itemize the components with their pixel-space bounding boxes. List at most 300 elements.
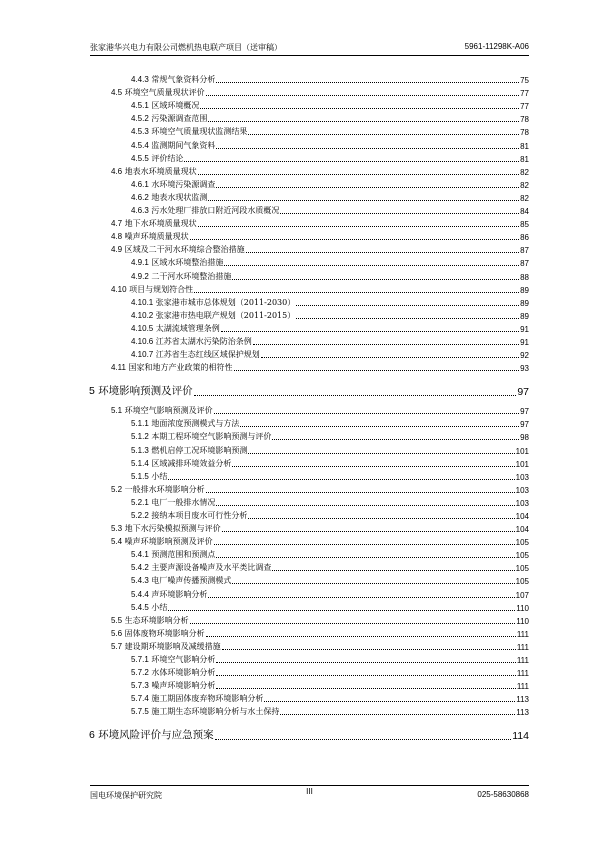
toc-entry-page: 111 [516, 669, 529, 679]
toc-entry-title: 常规气象资料分析 [148, 75, 216, 85]
toc-entry-page: 111 [516, 642, 529, 652]
toc-leader-dots [261, 357, 519, 358]
toc-entry-label [131, 680, 215, 691]
toc-entry-page: 81 [520, 141, 529, 151]
toc-leader-dots [248, 518, 514, 519]
toc-entry[interactable] [111, 85, 529, 98]
toc-entry-title: 环境空气质量现状评价 [122, 88, 205, 98]
toc-leader-dots [216, 688, 515, 689]
page-header [90, 42, 529, 54]
toc-entry-page: 111 [516, 629, 529, 639]
toc-entry-title: 二干河水环境整治措施 [148, 271, 232, 281]
toc-leader-dots [224, 265, 519, 266]
toc-entry[interactable] [111, 508, 529, 521]
toc-entry-label [89, 727, 214, 742]
toc-leader-dots [208, 121, 519, 122]
toc-entry-page: 82 [520, 180, 529, 190]
toc-entry-label [131, 471, 167, 482]
toc-entry[interactable] [111, 665, 529, 678]
toc-entry-label [131, 336, 252, 347]
toc-entry-number: 5.1.4 [131, 458, 149, 468]
toc-entry-title: 污水处理厂排放口附近河段水质概况 [148, 206, 280, 216]
toc-entry[interactable] [111, 573, 529, 586]
toc-leader-dots [222, 531, 515, 532]
toc-entry-number: 5.4.3 [131, 576, 149, 586]
toc-entry-label [111, 87, 205, 98]
toc-leader-dots [272, 439, 519, 440]
toc-entry[interactable] [111, 137, 529, 150]
toc-leader-dots [214, 413, 519, 414]
toc-entry-page: 87 [520, 246, 529, 256]
toc-entry-label [89, 383, 193, 398]
toc-entry-number: 5.5 [111, 615, 123, 625]
toc-leader-dots [198, 226, 519, 227]
toc-entry-label [131, 297, 295, 308]
toc-entry-label [111, 218, 197, 229]
toc-entry-title: 环境空气质量现状监测结果 [148, 127, 248, 137]
toc-entry-page: 92 [520, 351, 529, 361]
toc-entry-title: 污染源调查范围 [148, 114, 208, 124]
toc-entry-title: 预测范围和预测点 [148, 550, 216, 560]
toc-entry[interactable] [111, 177, 529, 190]
toc-entry-label [111, 405, 213, 416]
toc-entry-page: 84 [520, 207, 529, 217]
toc-entry-title: 环境空气影响分析 [148, 655, 216, 665]
toc-leader-dots [200, 108, 519, 109]
toc-leader-dots [232, 583, 514, 584]
toc-entry-number: 4.10.6 [131, 336, 154, 346]
toc-entry[interactable] [111, 600, 529, 613]
toc-leader-dots [198, 174, 519, 175]
toc-entry-label [131, 126, 247, 137]
toc-entry-number: 5.1.1 [131, 419, 149, 429]
toc-entry-page: 105 [515, 538, 529, 548]
toc-leader-dots [216, 187, 519, 188]
toc-entry[interactable] [111, 242, 529, 255]
toc-entry[interactable] [111, 429, 529, 442]
toc-entry[interactable] [111, 216, 529, 229]
toc-entry-label [131, 693, 263, 704]
toc-entry-label [131, 654, 215, 665]
toc-entry-title: 张家港市热电联产规划（2011-2015） [153, 310, 296, 320]
toc-entry-title: 噪声环境影响预测及评价 [122, 537, 213, 547]
toc-leader-dots [248, 134, 519, 135]
toc-entry-label [131, 310, 295, 321]
toc-entry[interactable] [111, 124, 529, 137]
toc-entry-page: 78 [520, 115, 529, 125]
toc-entry-page: 105 [515, 551, 529, 561]
toc-entry-number: 5.7.2 [131, 668, 149, 678]
toc-entry-label [111, 231, 189, 242]
toc-entry-page: 103 [515, 498, 529, 508]
toc-entry-page: 93 [520, 364, 529, 374]
toc-leader-dots [168, 479, 514, 480]
toc-entry-number: 6 [89, 729, 95, 742]
toc-leader-dots [216, 675, 515, 676]
table-of-contents [89, 72, 529, 747]
toc-entry-label [131, 445, 247, 456]
toc-entry[interactable] [111, 586, 529, 599]
toc-entry[interactable] [111, 416, 529, 429]
toc-leader-dots [232, 279, 519, 280]
toc-entry-title: 噪声环境影响分析 [148, 681, 216, 691]
toc-entry-label [131, 205, 279, 216]
toc-leader-dots [280, 714, 515, 715]
toc-entry-number: 5.3 [111, 524, 123, 534]
toc-entry-label [131, 271, 231, 282]
toc-entry-number: 5.1.2 [131, 432, 149, 442]
toc-entry-label [131, 549, 215, 560]
toc-entry-number: 4.10.5 [131, 323, 154, 333]
toc-entry-page: 111 [516, 656, 529, 666]
toc-entry-label [131, 510, 247, 521]
toc-entry-title: 区域减排环境效益分析 [148, 458, 232, 468]
toc-entry-page: 104 [515, 525, 529, 535]
toc-entry-label [111, 284, 193, 295]
toc-entry[interactable] [111, 560, 529, 573]
toc-leader-dots [206, 492, 515, 493]
toc-entry-number: 4.8 [111, 232, 123, 242]
toc-entry-title: 环境风险评价与应急预案 [94, 729, 214, 742]
toc-entry-title: 水环境污染源调查 [148, 179, 216, 189]
toc-entry-title: 小结 [148, 602, 168, 612]
toc-leader-dots [280, 213, 519, 214]
toc-leader-dots [216, 505, 514, 506]
toc-entry-page: 91 [520, 337, 529, 347]
toc-entry-title: 建设期环境影响及减缓措施 [122, 641, 221, 651]
toc-entry[interactable] [111, 639, 529, 652]
toc-entry-number: 5.4.4 [131, 589, 149, 599]
toc-entry[interactable] [111, 282, 529, 295]
toc-entry[interactable] [111, 626, 529, 639]
toc-entry-page: 110 [516, 603, 529, 613]
toc-entry-label [111, 244, 245, 255]
toc-entry-page: 82 [520, 193, 529, 203]
toc-entry[interactable] [111, 442, 529, 455]
toc-leader-dots [190, 239, 519, 240]
toc-entry-title: 噪声环境质量现状 [122, 232, 189, 242]
toc-leader-dots [216, 148, 519, 149]
toc-entry[interactable] [111, 469, 529, 482]
toc-entry-title: 施工期固体废弃物环境影响分析 [148, 694, 264, 704]
toc-entry-title: 燃机启停工况环境影响预测 [148, 445, 248, 455]
toc-entry-number: 4.10 [111, 284, 127, 294]
toc-entry-page: 89 [520, 298, 529, 308]
toc-leader-dots [206, 95, 519, 96]
toc-entry-label [131, 431, 271, 442]
header-doc-code: 5961-11298K-A06 [464, 42, 529, 51]
toc-entry-number: 4.9.1 [131, 258, 149, 268]
toc-entry-title: 声环境影响分析 [148, 589, 208, 599]
toc-entry-number: 5.7.4 [131, 694, 149, 704]
toc-entry-page: 87 [520, 259, 529, 269]
toc-entry[interactable] [111, 347, 529, 360]
toc-entry-number: 5.1.3 [131, 445, 149, 455]
toc-entry-page: 88 [520, 272, 529, 282]
toc-entry[interactable] [111, 72, 529, 85]
toc-entry-title: 一般排水环境影响分析 [122, 484, 205, 494]
toc-entry-title: 小结 [148, 471, 168, 481]
toc-entry[interactable] [111, 164, 529, 177]
footer-page-number: III [306, 787, 313, 796]
toc-entry-label [111, 641, 221, 652]
toc-leader-dots [253, 344, 519, 345]
toc-entry-label [131, 706, 279, 717]
toc-leader-dots [234, 370, 520, 371]
toc-entry-label [131, 192, 207, 203]
toc-leader-dots [184, 161, 519, 162]
toc-entry-label [131, 179, 215, 190]
toc-entry-label [111, 484, 205, 495]
toc-entry-number: 5.4.5 [131, 602, 149, 612]
toc-entry-title: 水体环境影响分析 [148, 668, 216, 678]
footer-phone: 025-58630868 [477, 790, 529, 799]
toc-entry-title: 地表水环境质量现状 [122, 166, 197, 176]
toc-entry-number: 5.2.2 [131, 511, 149, 520]
toc-entry-label [131, 589, 207, 600]
toc-entry[interactable] [111, 111, 529, 124]
toc-entry-number: 5.4.1 [131, 550, 149, 560]
toc-entry-number: 4.6 [111, 166, 123, 176]
toc-entry-number: 5.7.5 [131, 707, 149, 717]
toc-entry-number: 5.7.1 [131, 655, 149, 665]
toc-entry-number: 4.5.4 [131, 140, 149, 150]
toc-entry-page: 101 [515, 446, 529, 456]
toc-entry-title: 评价结论 [148, 153, 184, 163]
toc-entry-page: 78 [520, 128, 529, 138]
toc-leader-dots [190, 623, 516, 624]
toc-entry-page: 85 [520, 220, 529, 230]
toc-entry-page: 97 [517, 386, 529, 399]
toc-entry-page: 113 [516, 708, 529, 718]
toc-entry[interactable] [111, 308, 529, 321]
toc-entry-number: 4.5.3 [131, 127, 149, 137]
toc-entry-title: 本期工程环境空气影响预测与评价 [148, 432, 272, 442]
toc-entry[interactable] [111, 495, 529, 508]
toc-entry-number: 4.5.5 [131, 153, 149, 163]
toc-entry-title: 施工期生态环境影响分析与水土保持 [148, 707, 280, 717]
toc-entry-page: 89 [520, 285, 529, 295]
toc-entry-label [111, 536, 213, 547]
toc-entry-number: 4.5.2 [131, 114, 149, 124]
toc-entry[interactable] [111, 652, 529, 665]
toc-entry-number: 4.7 [111, 219, 123, 229]
toc-entry-page: 103 [515, 485, 529, 495]
toc-entry[interactable] [111, 203, 529, 216]
toc-entry-number: 4.9 [111, 245, 123, 255]
toc-entry-label [131, 602, 167, 613]
toc-chapter-entry[interactable] [89, 381, 529, 398]
toc-entry-label [131, 100, 199, 111]
toc-entry-number: 4.6.1 [131, 179, 149, 189]
toc-entry-title: 地下水环境质量现状 [122, 219, 197, 229]
toc-leader-dots [221, 331, 519, 332]
toc-entry-page: 111 [516, 682, 529, 692]
toc-entry-title: 江苏省太湖水污染防治条例 [153, 336, 252, 346]
toc-entry-title: 生态环境影响分析 [122, 615, 189, 625]
toc-entry-page: 110 [516, 616, 529, 626]
toc-entry-page: 114 [512, 730, 529, 743]
toc-entry-page: 105 [515, 564, 529, 574]
toc-entry-number: 5 [89, 385, 95, 398]
toc-entry-title: 张家港市城市总体规划（2011-2030） [153, 297, 296, 307]
toc-entry-label [131, 323, 220, 334]
toc-entry-title: 项目与规划符合性 [126, 284, 194, 294]
toc-entry-page: 104 [515, 512, 529, 521]
toc-entry-number: 5.1 [111, 406, 123, 416]
toc-entry[interactable] [111, 691, 529, 704]
toc-entry-title: 电厂一般排水情况 [148, 497, 216, 507]
toc-entry-page: 97 [520, 420, 529, 430]
toc-entry-title: 环境影响预测及评价 [94, 385, 193, 398]
toc-leader-dots [296, 318, 519, 319]
toc-entry-title: 环境空气影响预测及评价 [122, 406, 213, 416]
toc-entry-label [131, 562, 271, 573]
toc-entry-number: 5.2.1 [131, 497, 149, 507]
toc-entry-number: 4.5 [111, 88, 123, 98]
toc-leader-dots [206, 636, 516, 637]
toc-entry-number: 5.7.3 [131, 681, 149, 691]
toc-leader-dots [232, 466, 514, 467]
toc-entry-label [111, 166, 197, 177]
toc-entry-title: 主要声源设备噪声及水平类比调查 [148, 563, 272, 573]
toc-entry-label [131, 667, 215, 678]
toc-entry-label [131, 74, 215, 85]
toc-entry[interactable] [111, 268, 529, 281]
toc-entry-label [131, 497, 215, 508]
toc-entry[interactable] [111, 295, 529, 308]
toc-entry-number: 4.6.3 [131, 206, 149, 216]
header-title: 张家港华兴电力有限公司燃机热电联产项目（送审稿） [90, 43, 282, 52]
toc-entry-label [131, 153, 183, 164]
toc-entry-page: 105 [515, 577, 529, 587]
toc-leader-dots [208, 597, 514, 598]
toc-entry[interactable] [111, 678, 529, 691]
toc-entry-number: 4.9.2 [131, 271, 149, 281]
toc-entry[interactable] [111, 98, 529, 111]
toc-entry-page: 101 [515, 459, 529, 469]
toc-entry[interactable] [111, 190, 529, 203]
toc-entry-title: 区域环境概况 [148, 101, 200, 111]
toc-leader-dots [194, 395, 517, 396]
toc-entry-label [131, 349, 260, 360]
toc-entry-page: 107 [515, 590, 529, 600]
toc-entry-page: 113 [516, 695, 529, 705]
toc-entry-label [111, 523, 221, 534]
toc-entry-number: 5.7 [111, 641, 123, 651]
toc-entry-page: 98 [520, 433, 529, 443]
toc-entry-page: 91 [520, 324, 529, 334]
toc-entry[interactable] [111, 151, 529, 164]
toc-entry-label [111, 628, 205, 639]
toc-leader-dots [240, 426, 519, 427]
toc-entry-page: 77 [520, 102, 529, 112]
toc-entry-number: 5.4 [111, 537, 123, 547]
toc-entry-title: 江苏省生态红线区域保护规划 [153, 350, 260, 360]
toc-entry-label [131, 257, 223, 268]
toc-entry[interactable] [111, 456, 529, 469]
toc-entry[interactable] [111, 334, 529, 347]
toc-entry[interactable] [111, 229, 529, 242]
toc-leader-dots [246, 252, 519, 253]
toc-entry-page: 77 [520, 89, 529, 99]
toc-entry-number: 5.6 [111, 628, 123, 638]
toc-entry-number: 4.10.1 [131, 297, 154, 307]
toc-entry-page: 81 [520, 154, 529, 164]
toc-entry-title: 国家和地方产业政策的相符性 [125, 363, 233, 373]
toc-entry-label [111, 615, 189, 626]
toc-entry-page: 75 [520, 76, 529, 86]
toc-leader-dots [194, 292, 519, 293]
toc-entry-title: 地表水现状监测 [148, 192, 208, 202]
toc-entry-title: 电厂噪声传播预测模式 [148, 576, 232, 586]
toc-entry-number: 4.4.3 [131, 75, 149, 85]
toc-entry-label [131, 140, 215, 151]
toc-entry-title: 地下水污染模拟预测与评价 [122, 524, 221, 534]
toc-entry-page: 103 [515, 472, 529, 482]
toc-entry[interactable] [111, 255, 529, 268]
toc-entry-label [131, 113, 207, 124]
toc-entry-page: 89 [520, 311, 529, 321]
toc-entry-number: 5.1.5 [131, 471, 149, 481]
toc-leader-dots [222, 649, 516, 650]
toc-leader-dots [215, 739, 512, 740]
toc-leader-dots [168, 610, 515, 611]
toc-entry[interactable] [111, 482, 529, 495]
toc-entry-label [131, 575, 231, 586]
toc-entry-title: 区域水环境整治措施 [148, 258, 224, 268]
toc-entry-title: 太湖流域管理条例 [153, 323, 220, 333]
toc-chapter-entry[interactable] [89, 725, 529, 742]
toc-entry-title: 地面浓度预测模式与方法 [148, 419, 240, 429]
toc-entry-number: 4.5.1 [131, 101, 149, 111]
toc-leader-dots [264, 701, 515, 702]
toc-entry[interactable] [111, 547, 529, 560]
toc-entry-number: 5.2 [111, 484, 123, 494]
toc-entry-label [131, 458, 231, 469]
header-divider [90, 55, 529, 56]
toc-entry-title: 监测期间气象资料 [148, 140, 216, 150]
toc-entry[interactable] [111, 360, 529, 373]
toc-entry[interactable] [111, 321, 529, 334]
toc-leader-dots [208, 200, 519, 201]
toc-entry-title: 固体废物环境影响分析 [122, 628, 205, 638]
toc-entry[interactable] [111, 521, 529, 534]
toc-entry-title: 接纳本项目废水可行性分析 [148, 511, 248, 520]
toc-leader-dots [248, 453, 514, 454]
toc-entry-label [131, 418, 239, 429]
toc-entry[interactable] [111, 613, 529, 626]
toc-leader-dots [272, 570, 514, 571]
toc-leader-dots [214, 544, 515, 545]
toc-entry[interactable] [111, 403, 529, 416]
toc-entry-number: 5.4.2 [131, 563, 149, 573]
toc-entry-number: 4.10.7 [131, 350, 154, 360]
toc-entry[interactable] [111, 534, 529, 547]
toc-entry-number: 4.6.2 [131, 192, 149, 202]
toc-entry-page: 82 [520, 167, 529, 177]
toc-leader-dots [216, 82, 519, 83]
toc-leader-dots [216, 662, 515, 663]
toc-leader-dots [216, 557, 514, 558]
footer-divider [90, 785, 529, 786]
toc-entry[interactable] [111, 704, 529, 717]
toc-entry-title: 区域及二干河水环境综合整治措施 [122, 245, 245, 255]
toc-entry-number: 4.10.2 [131, 310, 154, 320]
toc-entry-label [111, 362, 233, 373]
toc-entry-page: 97 [520, 407, 529, 417]
toc-entry-number: 4.11 [111, 363, 126, 373]
